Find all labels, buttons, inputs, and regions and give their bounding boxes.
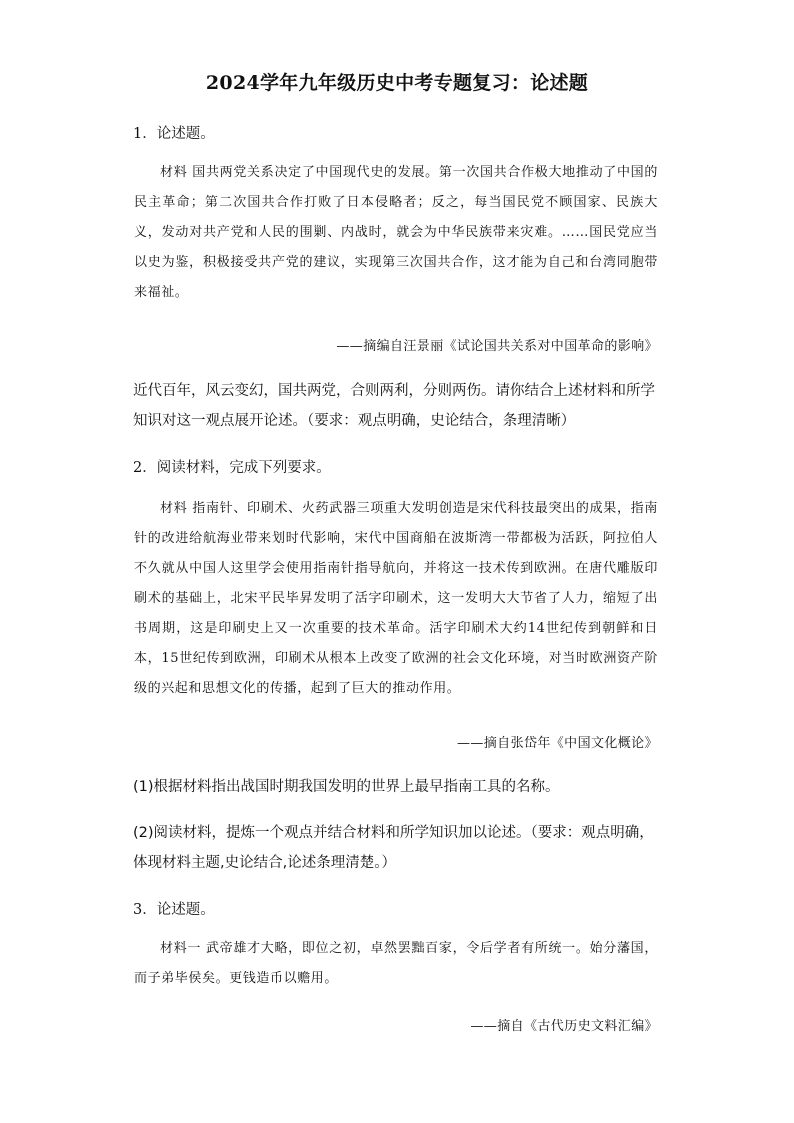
question-2-task-1: (1)根据材料指出战国时期我国发明的世界上最早指南工具的名称。 bbox=[133, 779, 560, 795]
question-3-source: ——摘自《古代历史文料汇编》 bbox=[470, 1019, 658, 1034]
page-title: 2024学年九年级历史中考专题复习：论述题 bbox=[205, 72, 589, 94]
question-1-source: ——摘编自汪景丽《试论国共关系对中国革命的影响》 bbox=[336, 339, 658, 354]
question-2-source: ——摘自张岱年《中国文化概论》 bbox=[456, 736, 658, 751]
question-3-heading: 3．论述题。 bbox=[133, 902, 215, 918]
question-2-task-2: (2)阅读材料，提炼一个观点并结合材料和所学知识加以论述。（要求：观点明确，体现材料主题,史论结合,论述条理清楚。） bbox=[133, 825, 654, 871]
question-1-heading: 1．论述题。 bbox=[133, 126, 215, 142]
question-2-material: 材料 指南针、印刷术、火药武器三项重大发明创造是宋代科技最突出的成果，指南针的改进给航海业带来划时代影响，宋代中国商船在波斯湾一带都极为活跃，阿拉伯人不久就从中国人这里学会使用指南针指导航向，并将这一技术传到欧洲。在唐代雕版印刷术的基础上，北宋平民毕昇发明了活字印刷术，这一发明大大节省了人力，缩短了出书周期，这是印刷史上又一次重要的技术革命。活字印刷术大约14世纪传到朝鲜和日本，15世纪传到欧洲，印刷术从根本上改变了欧洲的社会文化环境，对当时欧洲资产阶级的兴起和思想文化的传播，起到了巨大的推动作用。 bbox=[134, 501, 658, 696]
question-3-material: 材料一 武帝雄才大略，即位之初，卓然罢黜百家，令后学者有所统一。始分藩国，而子弟毕侯矣。更钱造币以赡用。 bbox=[134, 941, 658, 986]
question-1-material: 材料 国共两党关系决定了中国现代史的发展。第一次国共合作极大地推动了中国的民主革命；第二次国共合作打败了日本侵略者；反之，每当国民党不顾国家、民族大义，发动对共产党和人民的围剿、内战时，就会为中华民族带来灾难。……国民党应当以史为鉴，积极接受共产党的建议，实现第三次国共合作，这才能为自己和台湾同胞带来福祉。 bbox=[134, 165, 658, 300]
question-1-task: 近代百年，风云变幻，国共两党，合则两利，分则两伤。请你结合上述材料和所学知识对这一观点展开论述。（要求：观点明确，史论结合，条理清晰） bbox=[133, 383, 655, 429]
question-2-heading: 2．阅读材料，完成下列要求。 bbox=[133, 460, 331, 476]
